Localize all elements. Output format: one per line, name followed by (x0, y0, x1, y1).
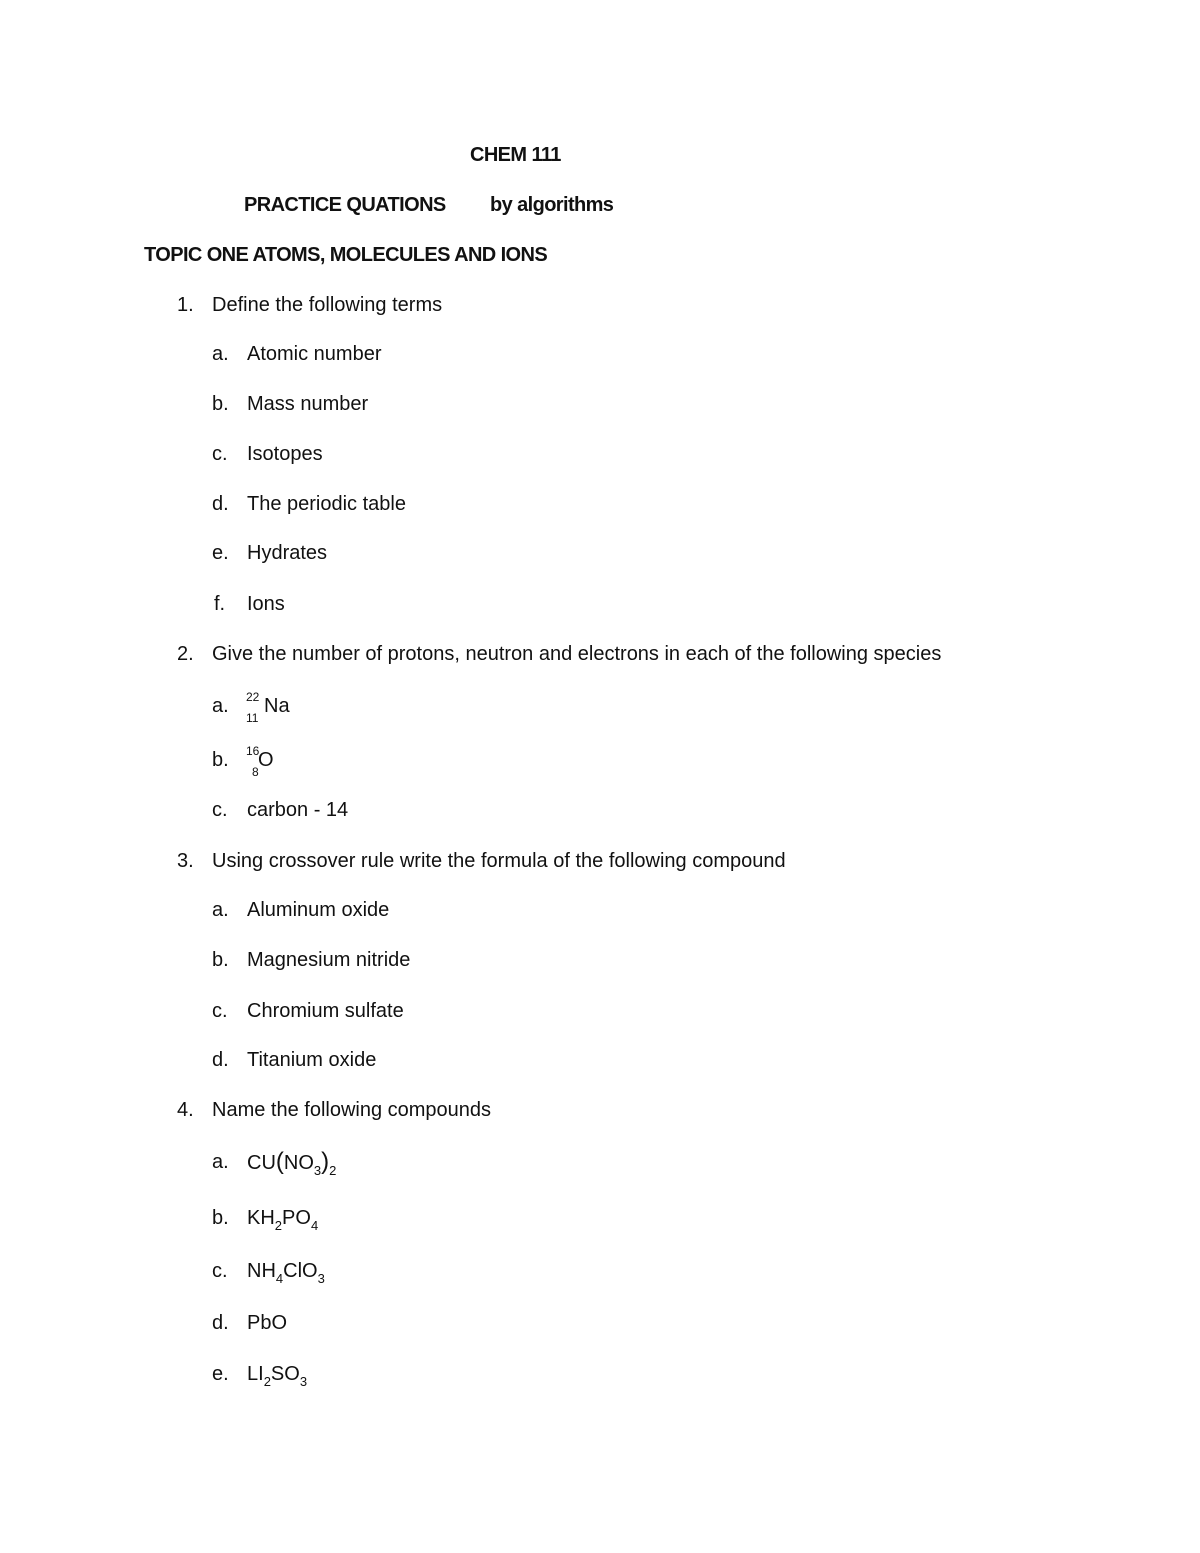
practice-title: PRACTICE QUATIONS (244, 194, 446, 216)
formula-subscript: 2 (263, 1374, 271, 1389)
formula-part: NO (283, 1152, 314, 1174)
atomic-number: 11 (246, 711, 259, 725)
formula-subscript: 3 (313, 1163, 322, 1178)
list-item: Magnesium nitride (247, 949, 411, 971)
list-item-marker: b. (212, 749, 229, 771)
list-item-marker: d. (212, 1312, 229, 1334)
list-item: Ions (247, 593, 285, 615)
question-1-number: 1. (177, 294, 194, 316)
question-2-text: Give the number of protons, neutron and electrons in each of the following species (212, 643, 942, 665)
list-item-marker: b. (212, 949, 229, 971)
formula-subscript: 3 (299, 1374, 308, 1389)
list-item-marker: a. (212, 1151, 229, 1173)
list-item-marker: b. (212, 1207, 229, 1229)
formula-potassium-phosphate (247, 1206, 319, 1233)
formula-part: NH (247, 1260, 276, 1282)
formula-part: PO (282, 1207, 311, 1229)
list-item-marker: f. (214, 593, 226, 615)
list-item-marker: c. (212, 1260, 228, 1282)
formula-paren: ( (275, 1148, 284, 1175)
list-item: Mass number (247, 393, 369, 415)
list-item-marker: e. (212, 1363, 229, 1385)
formula-copper-nitrate (247, 1148, 337, 1178)
list-item-marker: d. (212, 1049, 229, 1071)
question-3-text: Using crossover rule write the formula of the following compound (212, 850, 786, 872)
question-2-number: 2. (177, 643, 194, 665)
formula-part: CU (247, 1152, 276, 1174)
list-item-marker: c. (212, 443, 228, 465)
list-item-marker: b. (212, 393, 229, 415)
formula-part: SO (270, 1363, 300, 1385)
formula-part: LI (247, 1363, 264, 1385)
formula-subscript: 4 (310, 1218, 319, 1233)
question-4-number: 4. (177, 1099, 194, 1121)
list-item: Atomic number (247, 343, 382, 365)
list-item-marker: c. (212, 1000, 228, 1022)
list-item: Chromium sulfate (247, 1000, 404, 1022)
list-item: Titanium oxide (247, 1049, 377, 1071)
mass-number: 22 (246, 690, 260, 704)
formula-ammonium-chlorate (247, 1259, 325, 1286)
list-item-marker: a. (212, 899, 229, 921)
list-item-marker: a. (212, 695, 229, 717)
course-title: CHEM 111 (470, 144, 561, 166)
nuclide-sodium (246, 690, 290, 725)
formula-subscript: 2 (274, 1218, 283, 1233)
list-item: carbon - 14 (247, 799, 349, 821)
list-item: Aluminum oxide (247, 899, 390, 921)
nuclide-oxygen (246, 744, 274, 779)
formula-subscript: 3 (317, 1271, 325, 1286)
list-item-marker: d. (212, 493, 229, 515)
formula-subscript: 2 (329, 1163, 337, 1178)
list-item: Isotopes (247, 443, 323, 465)
element-symbol: Na (264, 695, 290, 717)
formula-lead-oxide: PbO (247, 1312, 288, 1334)
formula-subscript: 4 (275, 1271, 284, 1286)
formula-part: KH (247, 1207, 275, 1229)
formula-part: ClO (283, 1260, 318, 1282)
list-item-marker: e. (212, 542, 229, 564)
element-symbol: O (258, 749, 274, 771)
author-credit: by algorithms (490, 194, 614, 216)
formula-paren: ) (321, 1148, 330, 1175)
question-3-number: 3. (177, 850, 194, 872)
atomic-number: 8 (252, 765, 259, 779)
list-item-marker: a. (212, 343, 229, 365)
question-4-text: Name the following compounds (212, 1099, 492, 1121)
list-item-marker: c. (212, 799, 228, 821)
topic-heading: TOPIC ONE ATOMS, MOLECULES AND IONS (144, 244, 548, 266)
question-1-text: Define the following terms (212, 294, 443, 316)
formula-lithium-sulfite (247, 1362, 308, 1389)
list-item: Hydrates (247, 542, 328, 564)
mass-number: 16 (246, 744, 260, 758)
list-item: The periodic table (247, 493, 406, 515)
